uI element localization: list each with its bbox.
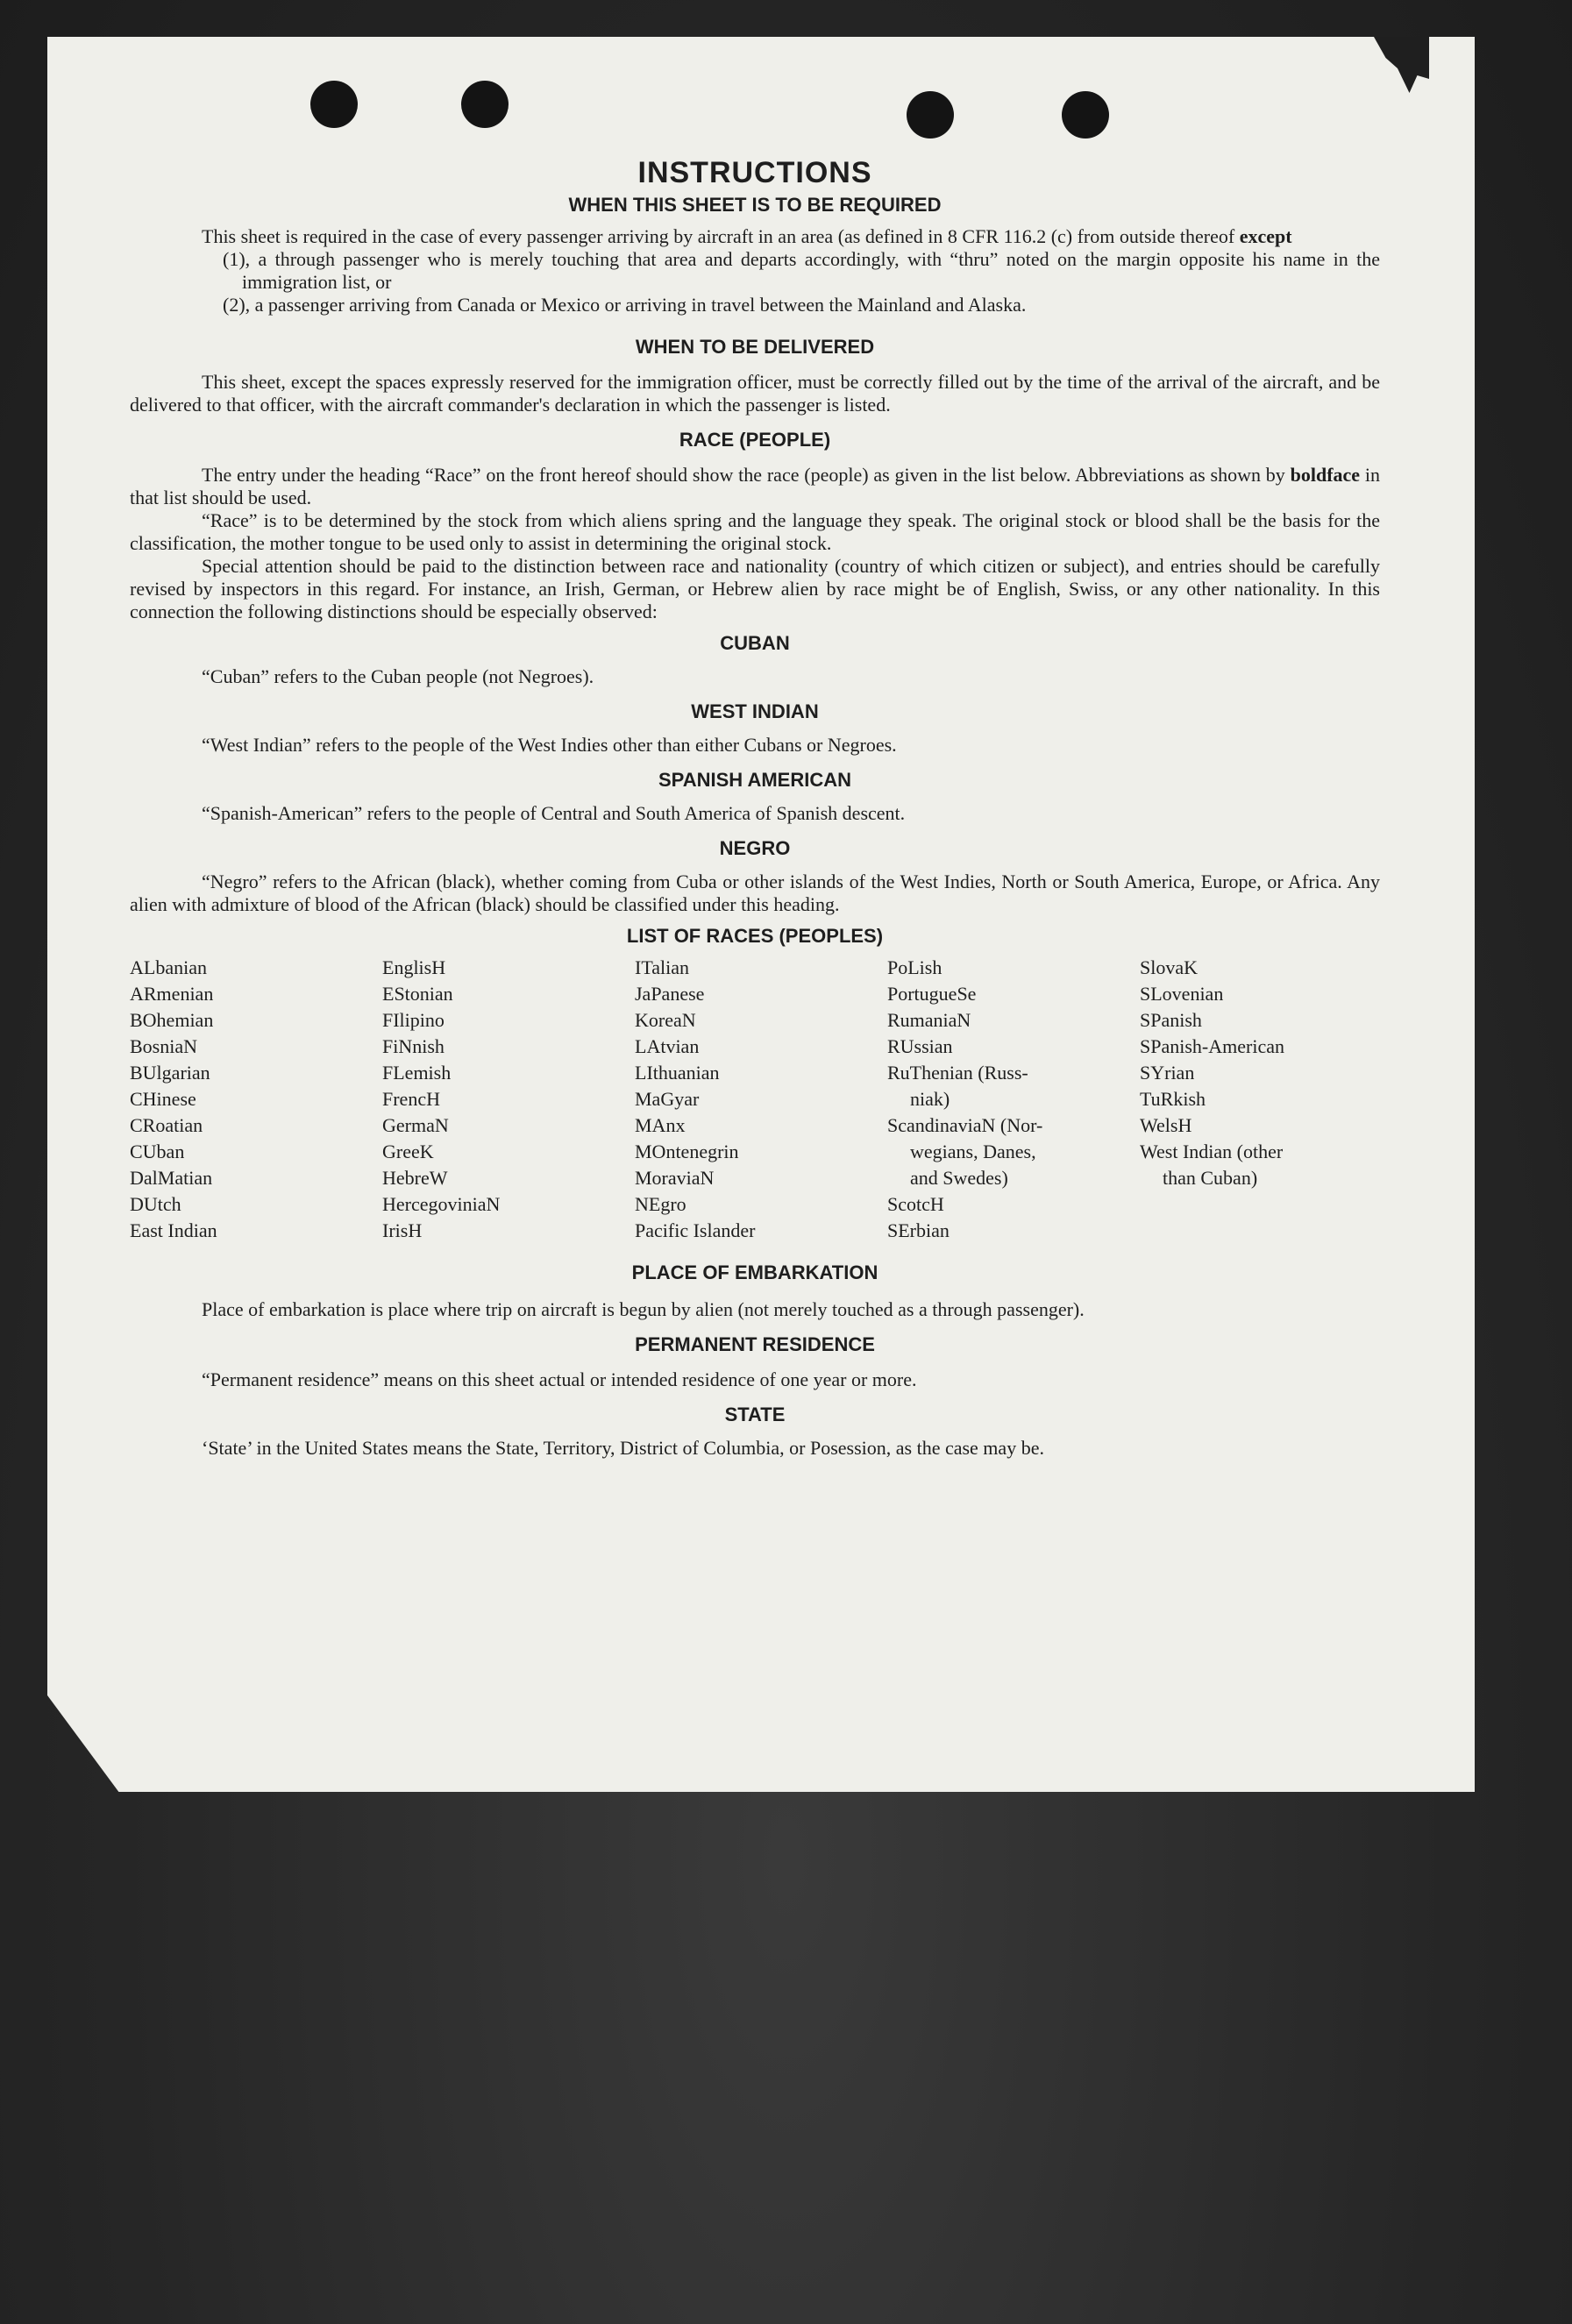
race-list-item: and Swedes)	[910, 1167, 1008, 1189]
race-list-item: GreeK	[382, 1141, 434, 1162]
race-list-item: FrencH	[382, 1088, 440, 1110]
race-list-column	[130, 955, 382, 1244]
page-title: INSTRUCTIONS	[637, 156, 872, 189]
punch-hole	[907, 91, 954, 139]
race-list-column	[635, 955, 887, 1244]
race-paragraph-3: Special attention should be paid to the distinction between race and nationality (country of which citizen or subject), and entries should be carefully revised by inspectors in this regard. For instance, an Irish, German, or Hebrew alien by race might be of English, Swiss, or any other nationality. In this connection the following distinctions should be especially observed:	[130, 555, 1380, 622]
race-list-item: BUlgarian	[130, 1062, 210, 1084]
race-list-item: ALbanian	[130, 956, 207, 978]
race-list-item: than Cuban)	[1163, 1167, 1258, 1189]
race-list-item: RumaniaN	[887, 1009, 971, 1031]
race-list-item: MOntenegrin	[635, 1141, 739, 1162]
race-list-item: SPanish-American	[1140, 1035, 1284, 1057]
section-heading-cuban: CUBAN	[720, 632, 790, 654]
cuban-text: “Cuban” refers to the Cuban people (not Negroes).	[202, 665, 594, 687]
race-list-item: CRoatian	[130, 1114, 203, 1136]
spanish-american-text: “Spanish-American” refers to the people of Central and South America of Spanish descent.	[202, 802, 906, 824]
state-text: ‘State’ in the United States means the State, Territory, District of Columbia, or Posession, as the case may be.	[202, 1437, 1044, 1459]
race-list-item: IrisH	[382, 1219, 423, 1241]
race-list-item: GermaN	[382, 1114, 449, 1136]
race-list-item: WelsH	[1140, 1114, 1192, 1136]
race-list-item: TuRkish	[1140, 1088, 1206, 1110]
section-heading-race-list: LIST OF RACES (PEOPLES)	[626, 925, 884, 947]
delivered-text: This sheet, except the spaces expressly reserved for the immigration officer, must be correctly filled out by the time of the arrival of the aircraft, and be delivered to that officer, with the aircraft commander's declaration in which the passenger is listed.	[130, 371, 1380, 416]
punch-hole	[1062, 91, 1109, 139]
required-intro: This sheet is required in the case of every passenger arriving by aircraft in an area (as defined in 8 CFR 116.2 (c) from outside thereof except	[202, 225, 1292, 247]
race-list-item: RUssian	[887, 1035, 953, 1057]
west-indian-text: “West Indian” refers to the people of the West Indies other than either Cubans or Negroes.	[202, 734, 897, 756]
race-list-item: DUtch	[130, 1193, 181, 1215]
race-list-item: SYrian	[1140, 1062, 1195, 1084]
race-list-column	[1140, 955, 1392, 1244]
race-list-item: JaPanese	[635, 983, 705, 1005]
race-list-item: FIlipino	[382, 1009, 445, 1031]
race-list-item: HebreW	[382, 1167, 448, 1189]
race-list-item: RuThenian (Russ-	[887, 1062, 1028, 1084]
race-list-item: MoraviaN	[635, 1167, 715, 1189]
race-list-item: ScotcH	[887, 1193, 944, 1215]
embarkation-text: Place of embarkation is place where trip on aircraft is begun by alien (not merely touched as a through passenger).	[202, 1298, 1085, 1320]
race-list-item: PortugueSe	[887, 983, 977, 1005]
race-list-item: Pacific Islander	[635, 1219, 756, 1241]
race-list-item: SErbian	[887, 1219, 950, 1241]
race-list-item: MAnx	[635, 1114, 686, 1136]
required-item-1: (1), a through passenger who is merely touching that area and departs accordingly, with “thru” noted on the margin opposite his name in the immigration list, or	[223, 248, 1380, 293]
race-list-item: West Indian (other	[1140, 1141, 1284, 1162]
race-paragraph-1: The entry under the heading “Race” on the front hereof should show the race (people) as given in the list below. Abbreviations as shown by boldface in that list should be used.	[130, 464, 1380, 508]
race-list-item: ARmenian	[130, 983, 214, 1005]
race-list-item: BosniaN	[130, 1035, 197, 1057]
punch-hole	[461, 81, 509, 128]
race-list-item: PoLish	[887, 956, 942, 978]
race-list-item: niak)	[910, 1088, 950, 1110]
race-list-item: LIthuanian	[635, 1062, 720, 1084]
race-list	[130, 955, 1380, 1244]
race-list-item: ITalian	[635, 956, 689, 978]
punch-hole	[310, 81, 358, 128]
required-item-2: (2), a passenger arriving from Canada or Mexico or arriving in travel between the Mainland and Alaska.	[223, 294, 1027, 316]
race-paragraph-2: “Race” is to be determined by the stock from which aliens spring and the language they speak. The original stock or blood shall be the basis for the classification, the mother tongue to be used only to assist in determining the original stock.	[130, 509, 1380, 554]
race-list-item: FiNnish	[382, 1035, 445, 1057]
section-heading-race: RACE (PEOPLE)	[679, 429, 831, 451]
section-heading-negro: NEGRO	[719, 837, 791, 859]
race-list-item: ScandinaviaN (Nor-	[887, 1114, 1043, 1136]
section-heading-west-indian: WEST INDIAN	[691, 700, 819, 722]
negro-text: “Negro” refers to the African (black), whether coming from Cuba or other islands of the West Indies, North or South America, Europe, or Africa. Any alien with admixture of blood of the African (black) should be classified under this heading.	[130, 871, 1380, 915]
residence-text: “Permanent residence” means on this sheet actual or intended residence of one year or more.	[202, 1368, 917, 1390]
section-heading-required: WHEN THIS SHEET IS TO BE REQUIRED	[568, 194, 942, 216]
race-list-item: HercegoviniaN	[382, 1193, 501, 1215]
race-list-item: LAtvian	[635, 1035, 700, 1057]
race-list-column	[887, 955, 1140, 1244]
race-list-item: EStonian	[382, 983, 453, 1005]
section-heading-residence: PERMANENT RESIDENCE	[635, 1333, 875, 1355]
race-list-item: NEgro	[635, 1193, 686, 1215]
race-list-item: CUban	[130, 1141, 185, 1162]
race-list-item: SLovenian	[1140, 983, 1224, 1005]
section-heading-embarkation: PLACE OF EMBARKATION	[631, 1261, 878, 1283]
race-list-item: BOhemian	[130, 1009, 214, 1031]
race-list-item: FLemish	[382, 1062, 452, 1084]
race-list-item: DalMatian	[130, 1167, 213, 1189]
section-heading-delivered: WHEN TO BE DELIVERED	[635, 336, 875, 358]
race-list-item: wegians, Danes,	[910, 1141, 1036, 1162]
race-list-column	[382, 955, 635, 1244]
race-list-item: MaGyar	[635, 1088, 700, 1110]
race-list-item: KoreaN	[635, 1009, 696, 1031]
instructions-content	[130, 156, 1380, 1460]
race-list-item: EnglisH	[382, 956, 446, 978]
race-list-item: CHinese	[130, 1088, 196, 1110]
race-list-item: East Indian	[130, 1219, 217, 1241]
section-heading-spanish-american: SPANISH AMERICAN	[658, 769, 851, 791]
race-list-item: SlovaK	[1140, 956, 1198, 978]
race-list-item: SPanish	[1140, 1009, 1202, 1031]
section-heading-state: STATE	[724, 1404, 786, 1425]
